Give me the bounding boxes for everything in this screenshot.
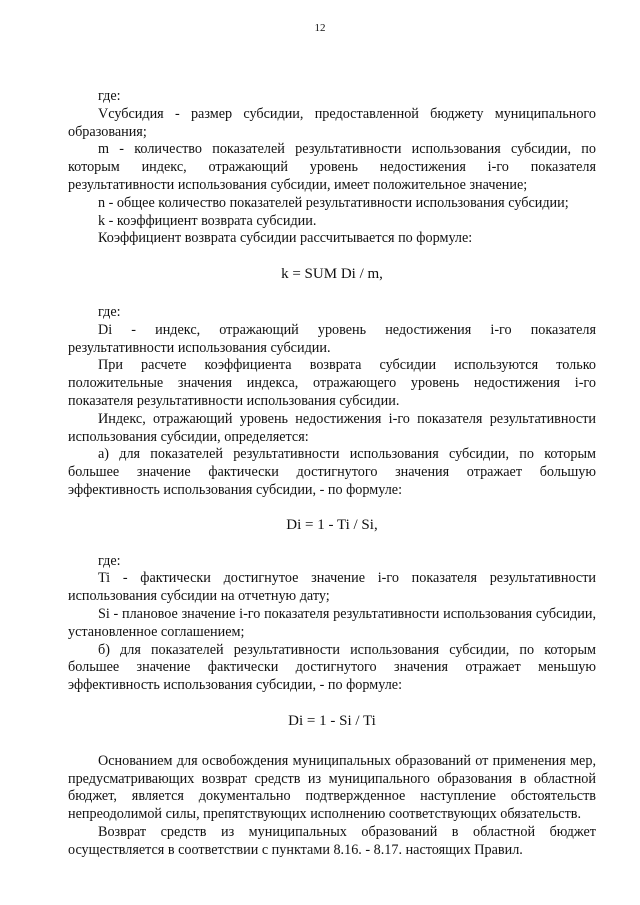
definition-di: Di - индекс, отражающий уровень недостижения i-го показателя результативности использования субсидии. (68, 321, 596, 356)
paragraph-positive-values: При расчете коэффициента возврата субсидии используются только положительные значения индекса, отражающего уровень недостижения i-го показателя результативности использования субсидии. (68, 357, 596, 409)
definition-k: k - коэффициент возврата субсидии. (98, 212, 317, 229)
formula-k: k = SUM Di / m, (281, 266, 383, 283)
paragraph-case-b: б) для показателей результативности использования субсидии, по которым большее значение фактически достигнутого значения отражает меньшую эффективность использования субсидии, - по формуле: (68, 641, 596, 694)
paragraph-refund: Возврат средств из муниципальных образований в областной бюджет осуществляется в соответствии с пунктами 8.16. - 8.17. настоящих Правил. (68, 823, 596, 858)
definition-m: m - количество показателей результативности использования субсидии, по которым индекс, отражающий уровень недостижения i-го показателя результативности использования субсидии, имеет положительное значение; (68, 141, 596, 193)
definition-si: Si - плановое значение i-го показателя результативности использования субсидии, установленное соглашением; (68, 605, 596, 640)
definition-vsubsidy: Vсубсидия - размер субсидии, предоставленной бюджету муниципального образования; (68, 105, 596, 140)
formula-intro: Коэффициент возврата субсидии рассчитывается по формуле: (98, 230, 473, 247)
paragraph-case-a: а) для показателей результативности использования субсидии, по которым большее значение фактически достигнутого значения отражает большую эффективность использования субсидии, - по формуле: (68, 446, 596, 498)
formula-di-a: Di = 1 - Ti / Si, (286, 516, 378, 533)
page-number: 12 (314, 22, 326, 34)
where-label: где: (98, 303, 121, 320)
where-label: где: (98, 88, 121, 104)
formula-di-b: Di = 1 - Si / Ti (288, 712, 376, 729)
paragraph-exemption: Основанием для освобождения муниципальных образований от применения мер, предусматривающих возврат средств из муниципального образования в областной бюджет, является документально подтвержденное наступление обстоятельств непреодолимой силы, препятствующих исполнению соответствующих обязательств. (68, 752, 596, 823)
paragraph-index-determined: Индекс, отражающий уровень недостижения i-го показателя результативности использования субсидии, определяется: (68, 410, 596, 445)
where-label: где: (98, 552, 121, 569)
definition-ti: Ti - фактически достигнутое значение i-го показателя результативности использования субсидии на отчетную дату; (68, 570, 596, 605)
definition-n: n - общее количество показателей результативности использования субсидии; (98, 194, 569, 211)
document-body (68, 88, 596, 859)
